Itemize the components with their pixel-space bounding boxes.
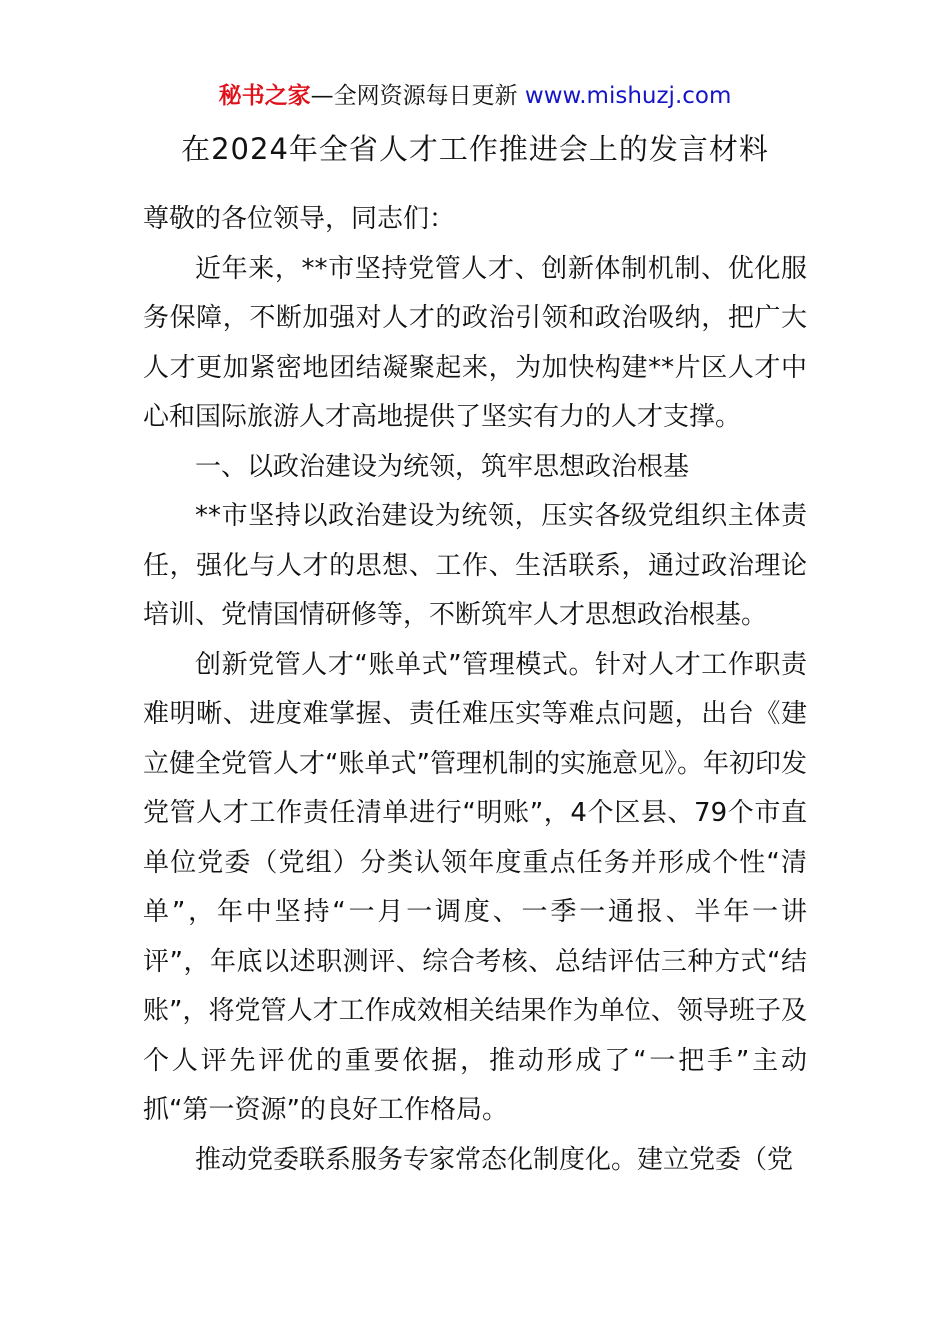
paragraph: 创新党管人才“账单式”管理模式。针对人才工作职责难明晰、进度难掌握、责任难压实等难点问题，出台《建立健全党管人才“账单式”管理机制的实施意见》。年初印发党管人才工作责任清单进行“明账”，4个区县、79个市直单位党委（党组）分类认领年度重点任务并形成个性“清单”，年中坚持“一月一调度、一季一通报、半年一讲评”，年底以述职测评、综合考核、总结评估三种方式“结账”，将党管人才工作成效相关结果作为单位、领导班子及个人评先评优的重要依据，推动形成了“一把手”主动抓“第一资源”的良好工作格局。 <box>143 649 807 1125</box>
banner-tagline: —全网资源每日更新 <box>310 83 518 109</box>
salutation: 尊敬的各位领导，同志们： <box>143 204 456 234</box>
paragraph: 近年来，**市坚持党管人才、创新体制机制、优化服务保障，不断加强对人才的政治引领和政治吸纳，把广大人才更加紧密地团结凝聚起来，为加快构建**片区人才中心和国际旅游人才高地提供了坚实有力的人才支撑。 <box>143 253 807 432</box>
paragraph: **市坚持以政治建设为统领，压实各级党组织主体责任，强化与人才的思想、工作、生活联系，通过政治理论培训、党情国情研修等，不断筑牢人才思想政治根基。 <box>143 501 807 630</box>
document-body <box>143 195 807 1185</box>
paragraph: 推动党委联系服务专家常态化制度化。建立党委（党 <box>195 1144 794 1175</box>
site-url[interactable]: www.mishuzj.com <box>524 83 732 109</box>
brand-name: 秘书之家 <box>218 83 311 109</box>
document-title: 在2024年全省人才工作推进会上的发言材料 <box>181 132 769 166</box>
site-banner <box>0 80 950 112</box>
section-heading: 一、以政治建设为统领，筑牢思想政治根基 <box>195 451 690 482</box>
